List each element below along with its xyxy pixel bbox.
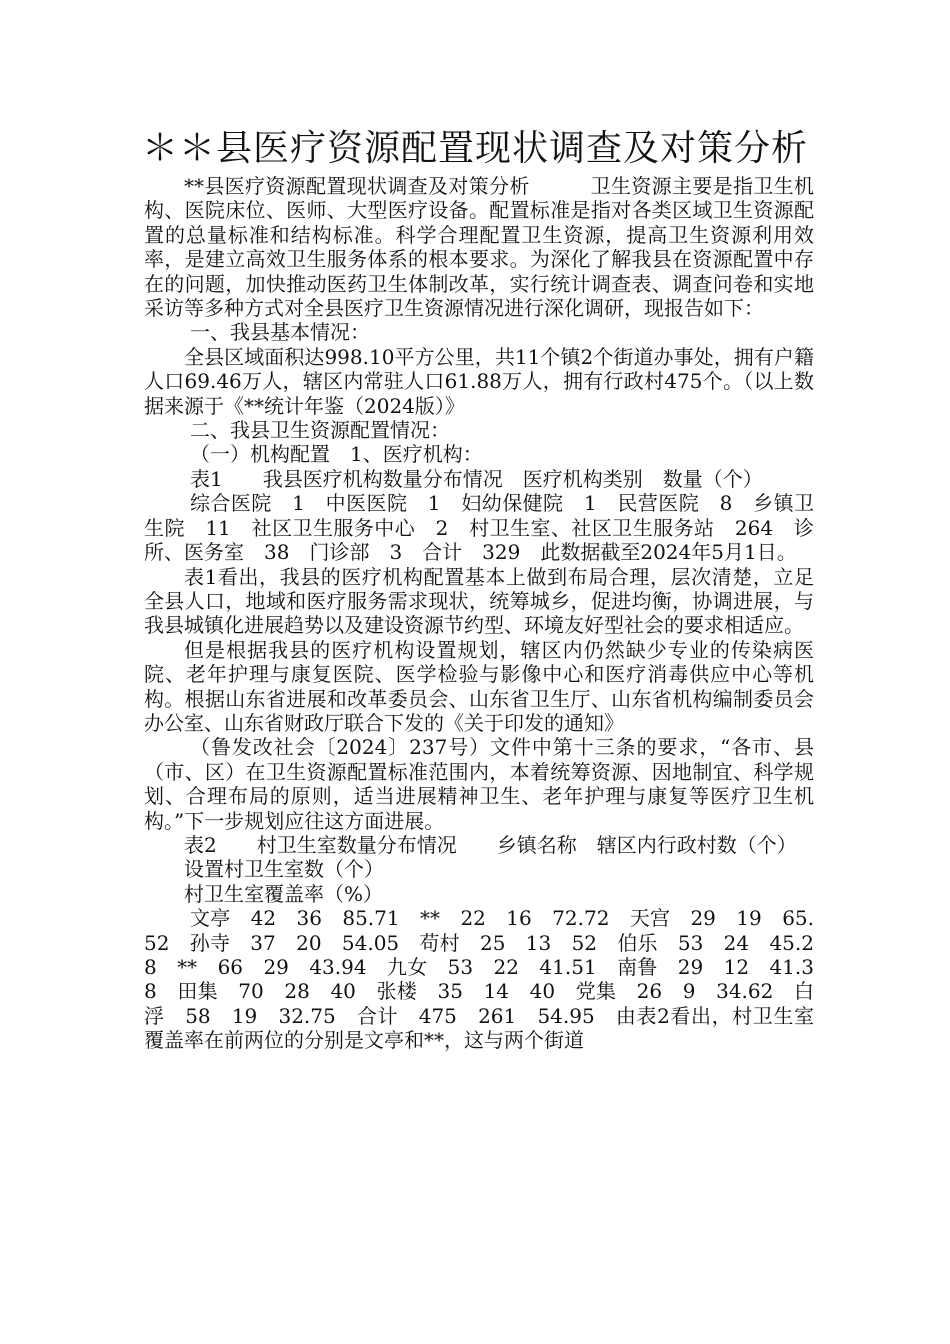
table2-data: 文亭 42 36 85.71 ** 22 16 72.72 天宫 29 19 65.52 孙寺 37 20 54.05 苟村 25 13 52 伯乐 53 24 45.28 ** 66 29 43.94 九女 53 22 41.51 南鲁 29 12 41.38 田集 70 28 40 张楼 35 14 40 党集 26 9 34.62 白浮 58 19 32.75 合计 475 261 54.95 由表2看出，村卫生室覆盖率在前两位的分别是文亭和**，这与两个街道 xyxy=(144,906,814,1053)
policy-citation-paragraph: （鲁发改社会〔2024〕237号）文件中第十三条的要求，“各市、县（市、区）在卫生资源配置标准范围内，本着统筹资源、因地制宜、科学规划、合理布局的原则，适当进展精神卫生、老年护理与康复等医疗卫生机构。”下一步规划应往这方面进展。 xyxy=(144,735,814,833)
table1-caption: 表1 我县医疗机构数量分布情况 医疗机构类别 数量（个） xyxy=(190,466,763,491)
table1-analysis-paragraph: 表1看出，我县的医疗机构配置基本上做到布局合理，层次清楚，立足全县人口，地域和医疗服务需求现状，统筹城乡，促进均衡，协调进展，与我县城镇化进展趋势以及建设资源节约型、环境友好型社会的要求相适应。 xyxy=(144,564,814,638)
subsection-heading-institutions: （一）机构配置 1、医疗机构： xyxy=(190,442,483,467)
table2-column-label-clinics: 设置村卫生室数（个） xyxy=(184,857,384,882)
section-heading-resource-config: 二、我县卫生资源配置情况： xyxy=(190,418,450,443)
table1-data: 综合医院 1 中医医院 1 妇幼保健院 1 民营医院 8 乡镇卫生院 11 社区卫生服务中心 2 村卫生室、社区卫生服务站 264 诊所、医务室 38 门诊部 3 合计 329 此数据截至2024年5月1日。 xyxy=(144,491,814,565)
document-title: ＊＊县医疗资源配置现状调查及对策分析 xyxy=(141,128,808,169)
intro-paragraph: **县医疗资源配置现状调查及对策分析 卫生资源主要是指卫生机构、医院床位、医师、大型医疗设备。配置标准是指对各类区域卫生资源配置的总量标准和结构标准。科学合理配置卫生资源，提高卫生资源利用效率，是建立高效卫生服务体系的根本要求。为深化了解我县在资源配置中存在的问题，加快推动医药卫生体制改革，实行统计调查表、调查问卷和实地采访等多种方式对全县医疗卫生资源情况进行深化调研，现报告如下： xyxy=(144,174,814,321)
basic-info-paragraph: 全县区域面积达998.10平方公里，共11个镇2个街道办事处，拥有户籍人口69.46万人，辖区内常驻人口61.88万人，拥有行政村475个。（以上数据来源于《**统计年鉴（2024版）》 xyxy=(144,344,814,418)
missing-institutions-paragraph: 但是根据我县的医疗机构设置规划，辖区内仍然缺少专业的传染病医院、老年护理与康复医院、医学检验与影像中心和医疗消毒供应中心等机构。根据山东省进展和改革委员会、山东省卫生厅、山东省机构编制委员会办公室、山东省财政厅联合下发的《关于印发的通知》 xyxy=(144,637,814,735)
table2-column-label-coverage: 村卫生室覆盖率（%） xyxy=(184,881,384,906)
document-body xyxy=(144,174,814,1053)
table2-caption: 表2 村卫生室数量分布情况 乡镇名称 辖区内行政村数（个） xyxy=(184,832,797,857)
section-heading-basic-info: 一、我县基本情况： xyxy=(190,320,370,345)
